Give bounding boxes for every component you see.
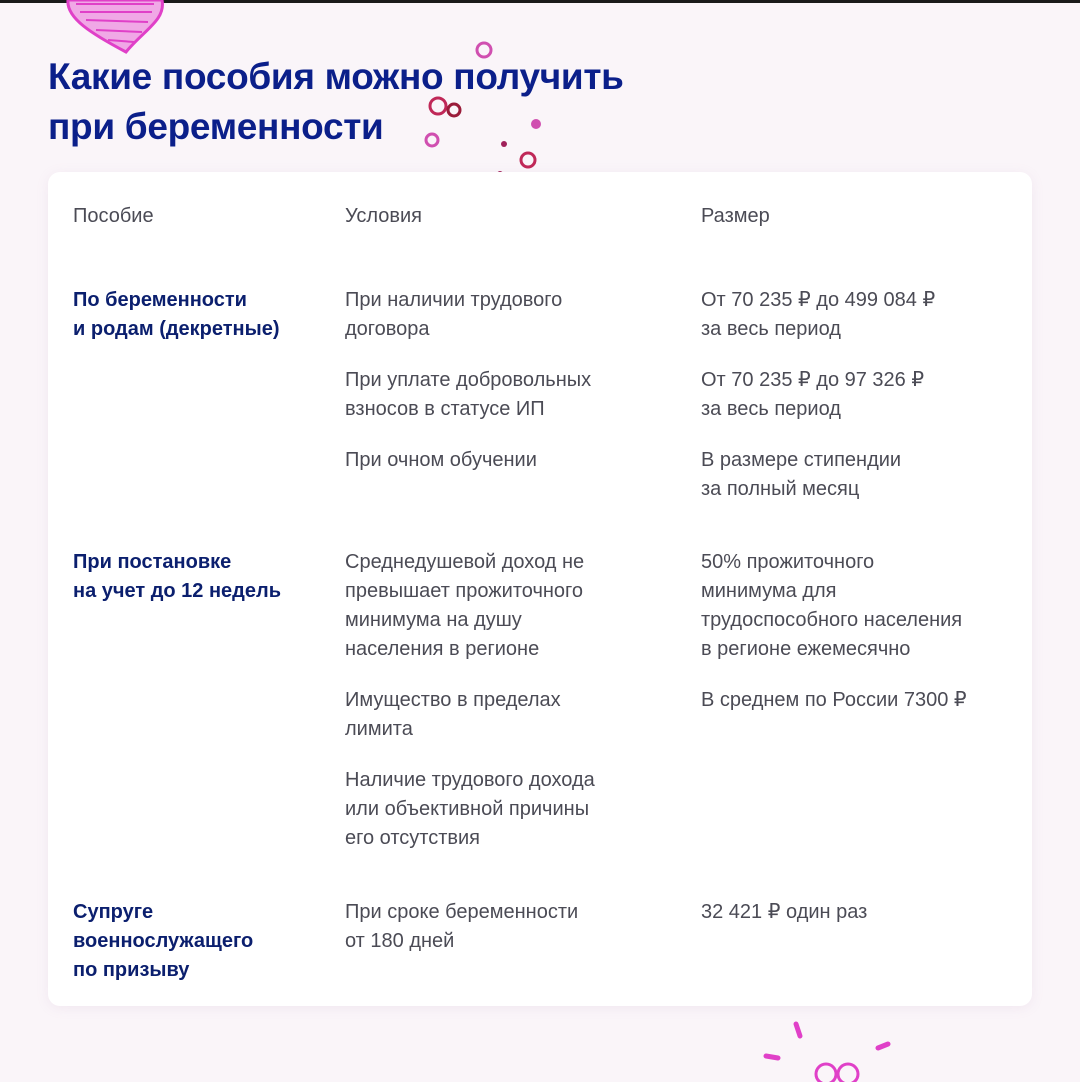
amount-line: 32 421 ₽ один раз (701, 901, 868, 923)
amount-line: В размере стипендии (701, 449, 902, 471)
benefit-name-line: и родам (декретные) (73, 318, 280, 340)
amount-line: за полный месяц (701, 478, 860, 500)
amount-line: за весь период (701, 318, 841, 340)
amount-employment-contract (701, 286, 1021, 344)
condition-line: минимума на душу (345, 609, 522, 631)
flower-doodle-corner-icon (756, 1018, 896, 1082)
amount-line: В среднем по России 7300 ₽ (701, 689, 967, 711)
benefit-name-maternity (73, 286, 313, 344)
condition-line: При сроке беременности (345, 901, 579, 923)
condition-line: или объективной причины (345, 798, 590, 820)
amount-line: за весь период (701, 398, 841, 420)
amount-full-time-study (701, 446, 1021, 504)
condition-line: договора (345, 318, 430, 340)
amount-line: трудоспособного населения (701, 609, 963, 631)
amount-line: От 70 235 ₽ до 97 326 ₽ (701, 369, 925, 391)
heart-doodle-top-icon (62, 0, 170, 58)
header-conditions: Условия (345, 205, 423, 227)
benefit-name-line: по призыву (73, 959, 190, 981)
amount-line: От 70 235 ₽ до 499 084 ₽ (701, 289, 936, 311)
condition-line: При наличии трудового (345, 289, 563, 311)
condition-line: населения в регионе (345, 638, 540, 660)
benefits-table (48, 172, 1032, 1006)
header-amount: Размер (701, 205, 770, 227)
condition-line: Среднедушевой доход не (345, 551, 585, 573)
benefit-name-line: военнослужащего (73, 930, 254, 952)
amount-line: в регионе ежемесячно (701, 638, 911, 660)
page-title-line-2: при беременности (48, 106, 384, 147)
header-benefit: Пособие (73, 205, 154, 227)
condition-employment-contract (345, 286, 645, 344)
condition-voluntary-contributions (345, 366, 645, 424)
amount-average-russia (701, 686, 1021, 715)
benefit-name-line: При постановке (73, 551, 232, 573)
condition-full-time-study (345, 446, 645, 475)
condition-property-limit (345, 686, 645, 744)
page-title-line-1: Какие пособия можно получить (48, 56, 624, 97)
page-title (48, 52, 624, 152)
amount-income-limit (701, 548, 1021, 664)
condition-line: превышает прожиточного (345, 580, 584, 602)
condition-line: от 180 дней (345, 930, 455, 952)
condition-line: Наличие трудового дохода (345, 769, 595, 791)
condition-line: Имущество в пределах (345, 689, 561, 711)
condition-line: При уплате добровольных (345, 369, 592, 391)
amount-line: минимума для (701, 580, 837, 602)
condition-income-limit (345, 548, 645, 664)
benefit-name-line: По беременности (73, 289, 247, 311)
condition-pregnancy-term (345, 898, 645, 956)
amount-one-time (701, 898, 1021, 927)
benefit-name-early-registration (73, 548, 313, 606)
amount-line: 50% прожиточного (701, 551, 875, 573)
condition-line: При очном обучении (345, 449, 537, 471)
amount-voluntary-contributions (701, 366, 1021, 424)
condition-line: лимита (345, 718, 413, 740)
condition-employment-income (345, 766, 645, 853)
benefit-name-conscript-spouse (73, 898, 313, 985)
benefit-name-line: на учет до 12 недель (73, 580, 281, 602)
condition-line: его отсутствия (345, 827, 480, 849)
condition-line: взносов в статусе ИП (345, 398, 545, 420)
benefit-name-line: Супруге (73, 901, 154, 923)
